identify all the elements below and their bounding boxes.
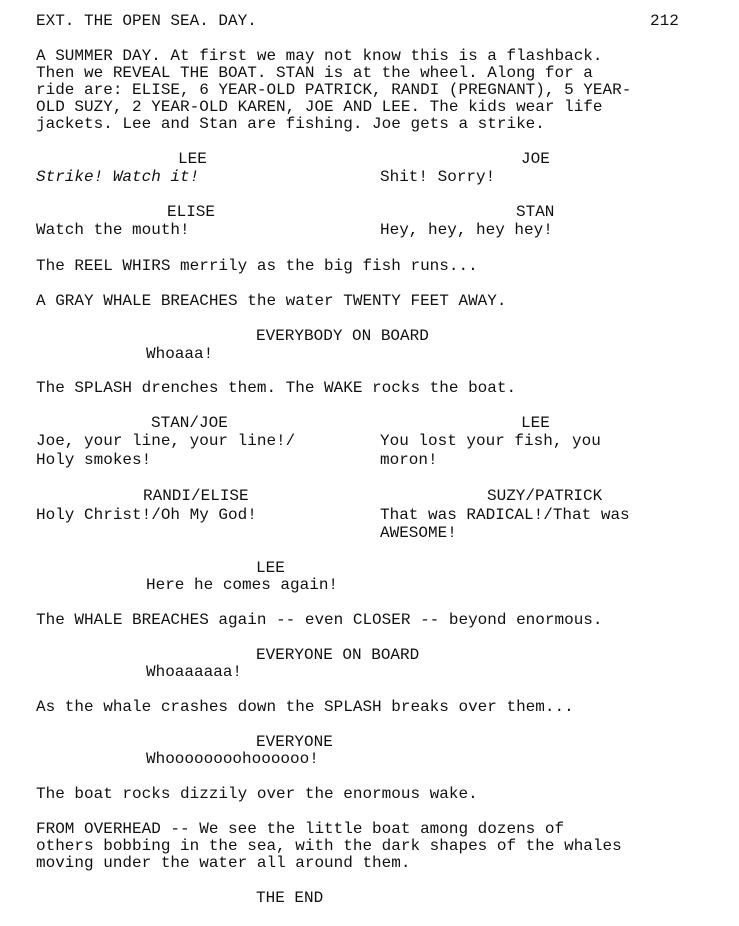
action-line: A SUMMER DAY. At first we may not know this is a flashback. xyxy=(36,47,603,65)
action-line: moving under the water all around them. xyxy=(36,854,411,872)
action-line: As the whale crashes down the SPLASH breaks over them... xyxy=(36,698,574,716)
dialogue-line: Hey, hey, hey hey! xyxy=(380,221,553,239)
dialogue-line: Here he comes again! xyxy=(146,576,339,594)
dialogue-line: Holy smokes! xyxy=(36,451,152,469)
dialogue-line: Whoaaaaaa! xyxy=(146,663,243,681)
character-cue: ELISE xyxy=(167,203,216,221)
dialogue-line: You lost your fish, you xyxy=(380,432,601,450)
action-line: The SPLASH drenches them. The WAKE rocks the boat. xyxy=(36,379,517,397)
character-cue: STAN/JOE xyxy=(151,414,228,432)
dialogue-line: Holy Christ!/Oh My God! xyxy=(36,506,257,524)
dialogue-line: AWESOME! xyxy=(380,524,457,542)
character-cue: EVERYONE ON BOARD xyxy=(256,646,420,664)
action-line: OLD SUZY, 2 YEAR-OLD KAREN, JOE AND LEE. The kids wear life xyxy=(36,98,603,116)
character-cue: JOE xyxy=(521,150,550,168)
dialogue-line: Shit! Sorry! xyxy=(380,168,496,186)
action-line: FROM OVERHEAD -- We see the little boat among dozens of xyxy=(36,820,565,838)
action-line: jackets. Lee and Stan are fishing. Joe gets a strike. xyxy=(36,115,545,133)
character-cue: LEE xyxy=(521,414,550,432)
dialogue-line: Strike! Watch it! xyxy=(36,168,200,186)
character-cue: LEE xyxy=(256,559,285,577)
action-line: The WHALE BREACHES again -- even CLOSER -- beyond enormous. xyxy=(36,611,603,629)
character-cue: EVERYONE xyxy=(256,733,333,751)
dialogue-line: moron! xyxy=(380,451,438,469)
slugline: EXT. THE OPEN SEA. DAY. xyxy=(36,12,257,30)
dialogue-line: That was RADICAL!/That was xyxy=(380,506,630,524)
character-cue: SUZY/PATRICK xyxy=(487,487,603,505)
action-line: The REEL WHIRS merrily as the big fish runs... xyxy=(36,257,478,275)
character-cue: STAN xyxy=(516,203,555,221)
dialogue-line: Joe, your line, your line!/ xyxy=(36,432,296,450)
dialogue-line: Watch the mouth! xyxy=(36,221,190,239)
character-cue: LEE xyxy=(178,150,207,168)
action-line: Then we REVEAL THE BOAT. STAN is at the wheel. Along for a xyxy=(36,64,593,82)
action-line: A GRAY WHALE BREACHES the water TWENTY FEET AWAY. xyxy=(36,292,507,310)
action-line: others bobbing in the sea, with the dark shapes of the whales xyxy=(36,837,622,855)
character-cue: RANDI/ELISE xyxy=(143,487,249,505)
dialogue-line: Whoaaa! xyxy=(146,345,214,363)
dialogue-line: Whoooooooohoooooo! xyxy=(146,750,319,768)
character-cue: EVERYBODY ON BOARD xyxy=(256,327,429,345)
action-line: The boat rocks dizzily over the enormous wake. xyxy=(36,785,478,803)
action-line: ride are: ELISE, 6 YEAR-OLD PATRICK, RANDI (PREGNANT), 5 YEAR- xyxy=(36,81,632,99)
page-number: 212 xyxy=(650,12,679,30)
the-end: THE END xyxy=(256,889,324,907)
